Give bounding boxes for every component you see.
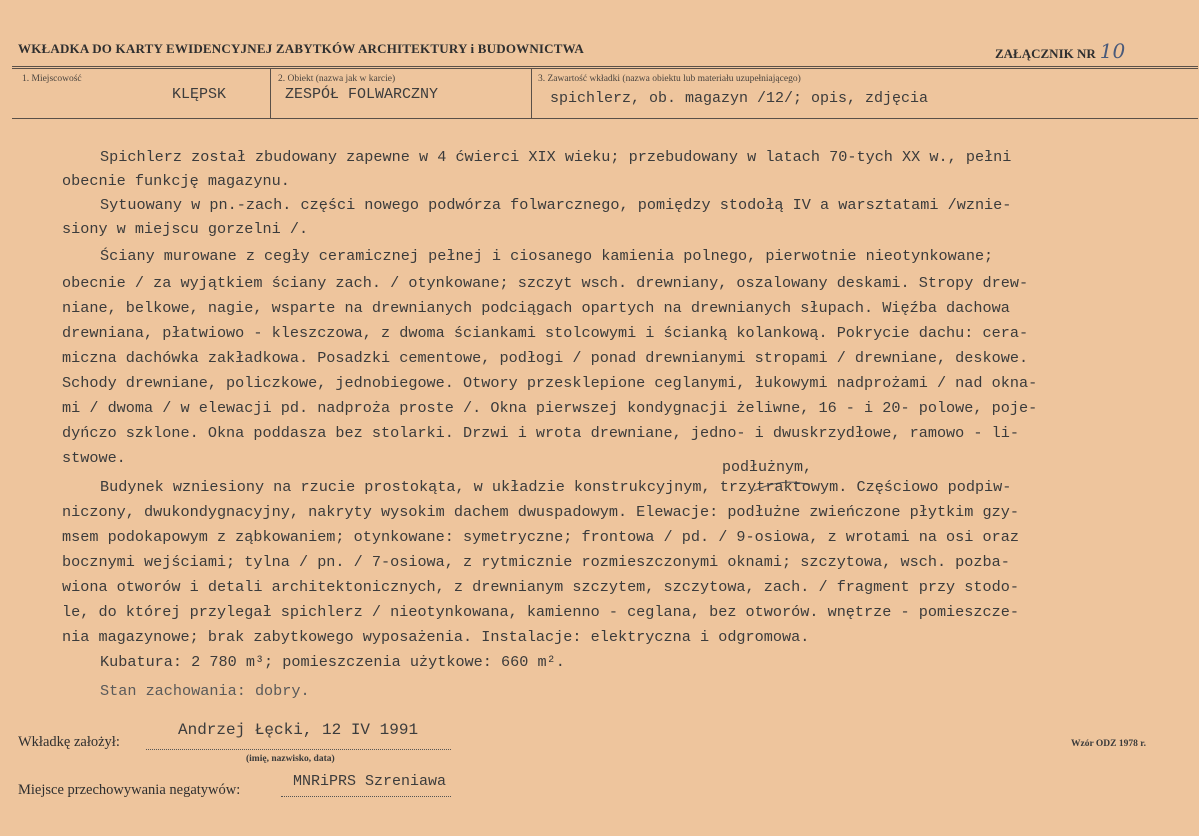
object-value: ZESPÓŁ FOLWARCZNY [285,86,439,103]
body-line: niczony, dwukondygnacyjny, nakryty wysokim dachem dwuspadowym. Elewacje: podłużne zwieńczone płytkim gzy- [62,503,1019,521]
annex-number-label [995,39,1125,63]
body-line: Sytuowany w pn.-zach. części nowego podwórza folwarcznego, pomiędzy stodołą IV a warsztatami /wznie- [100,196,1012,214]
place-value: KLĘPSK [172,86,227,103]
body-line: bocznymi wejściami; tylna / pn. / 7-osiowa, z rytmicznie rozmieszczonymi oknami; szczytowa, wsch. pozba- [62,553,1010,571]
body-line: Spichlerz został zbudowany zapewne w 4 ćwierci XIX wieku; przebudowany w latach 70-tych XX w., pełni [100,148,1012,166]
author-label: Wkładkę założył: [18,734,120,750]
contents-value: spichlerz, ob. magazyn /12/; opis, zdjęcia [550,90,929,107]
body-line: Ściany murowane z cegły ceramicznej pełnej i ciosanego kamienia polnego, pierwotnie nieotynkowane; [100,247,994,265]
place-label: 1. Miejscowość [22,74,82,84]
header-bottom-rule [12,118,1198,119]
negatives-value: MNRiPRS Szreniawa [293,773,447,790]
body-line: niane, belkowe, nagie, wsparte na drewnianych podciągach opartych na drewnianych słupach. Więźba dachowa [62,299,1010,317]
body-line: Kubatura: 2 780 m³; pomieszczenia użytkowe: 660 m². [100,653,565,671]
body-line: mi / dwoma / w elewacji pd. nadproża proste /. Okna pierwszej kondygnacji żeliwne, 16 - i 20- polowe, poje- [62,399,1038,417]
annex-label: ZAŁĄCZNIK NR [995,46,1096,61]
body-line: drewniana, płatwiowo - kleszczowa, z dwoma ściankami stolcowymi i ścianką kolankową. Pokrycie dachu: cera- [62,324,1029,342]
body-line: obecnie / za wyjątkiem ściany zach. / otynkowane; szczyt wsch. drewniany, oszalowany deskami. Stropy drew- [62,274,1029,292]
annex-number: 10 [1099,39,1126,63]
insertion-text: podłużnym, [722,459,813,476]
field-divider-1 [270,68,271,118]
author-value: Andrzej Łęcki, 12 IV 1991 [178,721,419,739]
body-line: nia magazynowe; brak zabytkowego wyposażenia. Instalacje: elektryczna i odgromowa. [62,628,810,646]
header-top-rule [12,66,1198,67]
body-line: obecnie funkcję magazynu. [62,172,290,190]
card-title: WKŁADKA DO KARTY EWIDENCYJNEJ ZABYTKÓW ARCHITEKTURY i BUDOWNICTWA [18,41,584,56]
contents-label: 3. Zawartość wkładki (nazwa obiektu lub materiału uzupełniającego) [538,74,801,84]
body-line: Schody drewniane, policzkowe, jednobiegowe. Otwory przesklepione ceglanymi, łukowymi nadprożami / nad okna- [62,374,1038,392]
body-line: siony w miejscu gorzelni /. [62,220,309,238]
header-top-rule-2 [12,68,1198,69]
author-dotline [146,749,451,750]
negatives-label: Miejsce przechowywania negatywów: [18,782,241,798]
body-line: Stan zachowania: dobry. [100,682,310,700]
author-sub-label: (imię, nazwisko, data) [246,754,335,764]
body-line: le, do której przylegał spichlerz / nieotynkowana, kamienno - ceglana, bez otworów. wnętrze - pomieszcze- [62,603,1019,621]
body-line: wiona otworów i detali architektonicznych, z drewnianym szczytem, szczytowa, zach. / fragment przy stodo- [62,578,1019,596]
form-code: Wzór ODZ 1978 r. [1071,739,1146,749]
body-line: msem podokapowym z ząbkowaniem; otynkowane: symetryczne; frontowa / pd. / 9-osiowa, z wrotami na osi oraz [62,528,1019,546]
field-divider-2 [531,68,532,118]
body-line: stwowe. [62,449,126,467]
body-line: Budynek wzniesiony na rzucie prostokąta, w układzie konstrukcyjnym, trzytraktowym. Częściowo podpiw- [100,478,1012,496]
negatives-dotline [281,796,451,797]
body-line: miczna dachówka zakładkowa. Posadzki cementowe, podłogi / ponad drewnianymi stropami / drewniane, deskowe. [62,349,1029,367]
body-line: dyńczo szklone. Okna poddasza bez stolarki. Drzwi i wrota drewniane, jedno- i dwuskrzydłowe, ramowo - li- [62,424,1019,442]
object-label: 2. Obiekt (nazwa jak w karcie) [278,74,396,84]
